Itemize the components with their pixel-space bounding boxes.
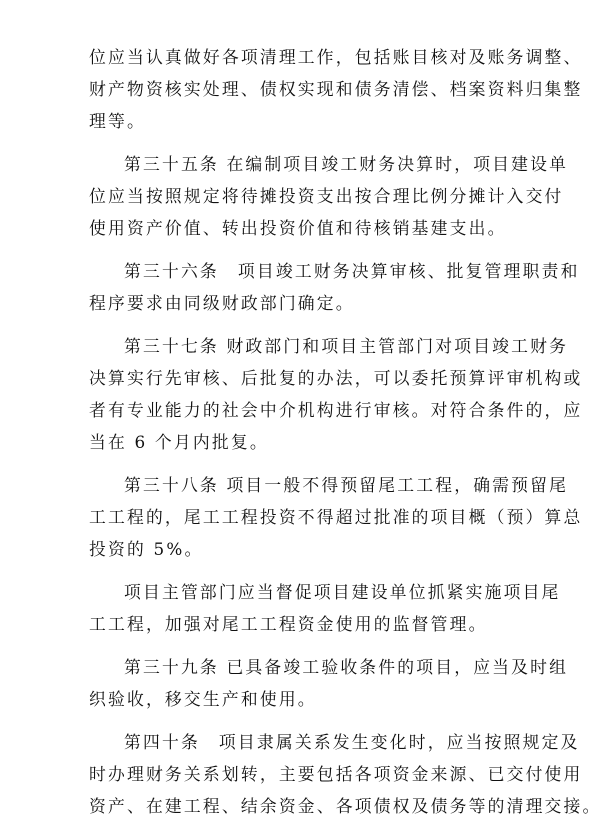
text-line: 第三十七条 财政部门和项目主管部门对项目竣工财务 [124,336,569,356]
text-line: 第三十六条 项目竣工财务决算审核、批复管理职责和 [124,261,580,281]
document-page [89,41,602,822]
paragraph-article-39 [89,651,569,715]
text-line: 位应当认真做好各项清理工作，包括账目核对及账务调整、 [89,47,583,67]
text-line: 织验收，移交生产和使用。 [89,689,317,709]
paragraph-clearance-continued [89,41,583,137]
text-line: 第四十条 项目隶属关系发生变化时，应当按照规定及 [124,732,580,752]
text-line: 当在 6 个月内批复。 [89,432,269,452]
text-line: 工工程，加强对尾工工程资金使用的监督管理。 [89,614,488,634]
text-line: 工工程的，尾工工程投资不得超过批准的项目概（预）算总 [89,507,583,527]
text-line: 者有专业能力的社会中介机构进行审核。对符合条件的，应 [89,400,583,420]
text-line: 第三十九条 已具备竣工验收条件的项目，应当及时组 [124,657,569,677]
paragraph-article-40 [89,726,602,822]
paragraph-article-37 [89,330,583,458]
text-line: 第三十八条 项目一般不得预留尾工工程，确需预留尾 [124,475,569,495]
paragraph-article-38 [89,469,583,565]
text-line: 决算实行先审核、后批复的办法，可以委托预算评审机构或 [89,368,583,388]
paragraph-article-36 [89,255,580,319]
text-line: 位应当按照规定将待摊投资支出按合理比例分摊计入交付 [89,186,564,206]
text-line: 程序要求由同级财政部门确定。 [89,293,355,313]
text-line: 使用资产价值、转出投资价值和待核销基建支出。 [89,218,507,238]
text-line: 时办理财务关系划转，主要包括各项资金来源、已交付使用 [89,764,583,784]
text-line: 投资的 5%。 [89,539,204,559]
text-line: 财产物资核实处理、债权实现和债务清偿、档案资料归集整 [89,79,583,99]
paragraph-supervision [89,576,561,640]
text-line: 项目主管部门应当督促项目建设单位抓紧实施项目尾 [124,582,561,602]
text-line: 第三十五条 在编制项目竣工财务决算时，项目建设单 [124,154,569,174]
text-line: 理等。 [89,111,146,131]
text-line: 资产、在建工程、结余资金、各项债权及债务等的清理交接。 [89,796,602,816]
paragraph-article-35 [89,148,569,244]
